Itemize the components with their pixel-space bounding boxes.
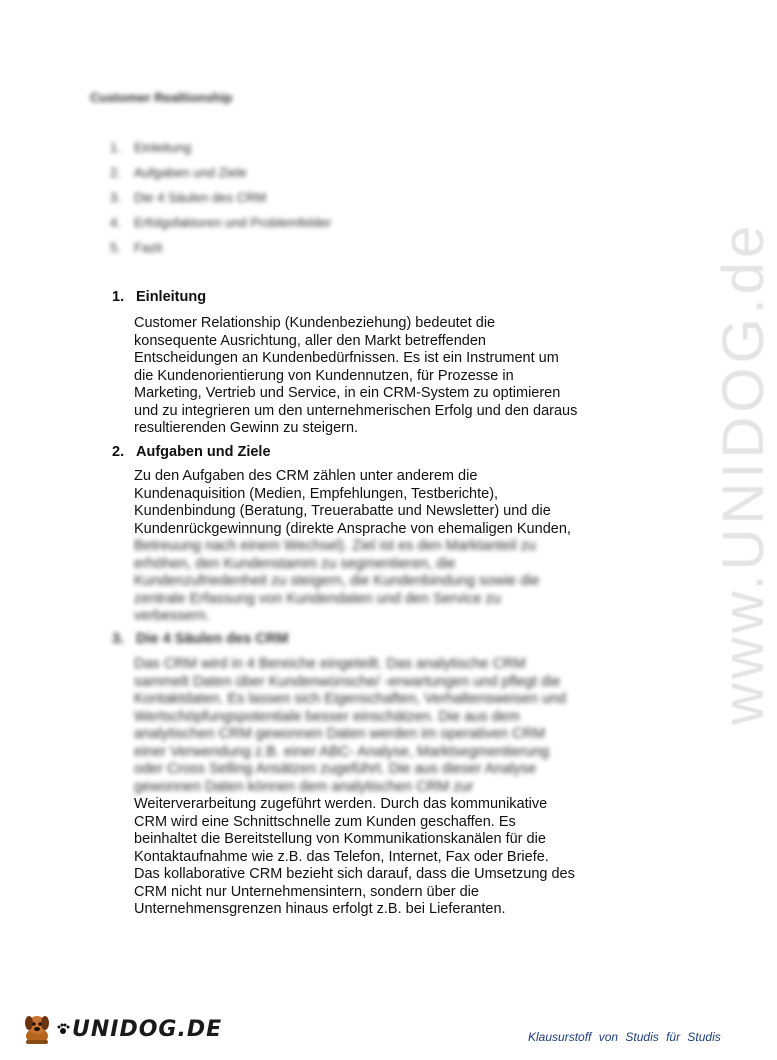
text-line: Entscheidungen an Kundenbedürfnissen. Es ist ein Instrument um xyxy=(134,350,559,366)
footer-slogan: Klausurstoff von Studis für Studis xyxy=(528,1030,721,1044)
text-line: einer Verwendung z.B. einer ABC- Analyse, Marktsegmentierung xyxy=(134,743,550,760)
text-line: Wertschöpfungspotentiale besser einschätzen. Die aus dem xyxy=(134,708,520,725)
text-line: und zu integrieren um den unternehmerischen Erfolg und den daraus xyxy=(134,402,578,419)
text-line: Betreuung nach einem Wechsel). Ziel ist es den Marktanteil zu xyxy=(134,538,536,554)
section-heading-einleitung: 1. Einleitung xyxy=(112,289,207,305)
text-line: die Kundenorientierung von Kundennutzen, für Prozesse in xyxy=(134,367,514,384)
text-line: verbessern. xyxy=(134,608,210,624)
text-line: Kontaktdaten. Es lassen sich Eigenschaften, Verhaltensweisen und xyxy=(134,691,567,707)
toc-item: 5. Fazit xyxy=(110,240,163,255)
section-heading-saeulen: 3. Die 4 Säulen des CRM xyxy=(112,631,289,647)
text-line: zentrale Erfassung von Kundendaten und den Service zu xyxy=(134,590,501,607)
paw-icon xyxy=(56,1022,70,1036)
text-line: Unternehmensgrenzen hinaus erfolgt z.B. bei Lieferanten. xyxy=(134,901,506,917)
text-line: resultierenden Gewinn zu steigern. xyxy=(134,420,359,436)
text-line: CRM nicht nur Unternehmensintern, sondern über die xyxy=(134,883,479,900)
text-line: Marketing, Vertrieb und Service, in ein CRM-System zu optimieren xyxy=(134,385,561,401)
section-paragraph-einleitung xyxy=(134,315,577,438)
toc-item: 3. Die 4 Säulen des CRM xyxy=(110,190,267,205)
toc-item: 2. Aufgaben und Ziele xyxy=(110,165,247,180)
section-paragraph-saeulen xyxy=(134,796,575,919)
text-line: Weiterverarbeitung zugeführt werden. Durch das kommunikative xyxy=(134,796,548,812)
text-line: CRM wird eine Schnittschnelle zum Kunden geschaffen. Es xyxy=(134,813,516,830)
text-line: oder Cross Selling Ansätzen zugeführt. Die aus dieser Analyse xyxy=(134,761,537,777)
document-title: Customer Realtionship xyxy=(90,90,233,105)
text-line: Kundenrückgewinnung (direkte Ansprache von ehemaligen Kunden, xyxy=(134,520,571,537)
text-line: Zu den Aufgaben des CRM zählen unter anderem die xyxy=(134,468,478,484)
section-heading-aufgaben: 2. Aufgaben und Ziele xyxy=(112,444,271,460)
text-line: Das kollaborative CRM bezieht sich darauf, dass die Umsetzung des xyxy=(134,866,575,882)
text-line: Kundenaquisition (Medien, Empfehlungen, Testberichte), xyxy=(134,485,499,502)
text-line: Customer Relationship (Kundenbeziehung) bedeutet die xyxy=(134,315,496,331)
unidog-logo xyxy=(20,1012,222,1046)
text-line: Kontaktaufnahme wie z.B. das Telefon, Internet, Fax oder Briefe. xyxy=(134,848,549,865)
logo-text: UNIDOG.DE xyxy=(72,1016,223,1042)
text-line: gewonnen Daten können dem analytischen CRM zur xyxy=(134,778,474,795)
watermark: www.UNIDOG.de xyxy=(711,221,776,725)
toc-item: 1. Einleitung xyxy=(110,140,192,155)
text-line: konsequente Ausrichtung, aller den Markt betreffenden xyxy=(134,332,486,349)
dog-mascot-icon xyxy=(20,1012,54,1046)
section-paragraph-aufgaben-blurred xyxy=(134,538,540,626)
section-paragraph-aufgaben xyxy=(134,468,571,538)
text-line: Das CRM wird in 4 Bereiche eingeteilt. Das analytische CRM xyxy=(134,656,526,672)
text-line: analytischen CRM gewonnen Daten werden im operativen CRM xyxy=(134,726,546,742)
toc-item: 4. Erfolgsfaktoren und Problemfelder xyxy=(110,215,332,230)
text-line: Kundenzufriedenheit zu steigern, die Kundenbindung sowie die xyxy=(134,573,540,589)
text-line: erhöhen, den Kundenstamm zu segmentieren, die xyxy=(134,555,456,572)
text-line: Kundenbindung (Beratung, Treuerabatte und Newsletter) und die xyxy=(134,503,551,519)
table-of-contents xyxy=(110,138,331,263)
section-paragraph-saeulen-blurred xyxy=(134,656,566,796)
text-line: beinhaltet die Bereitstellung von Kommunikationskanälen für die xyxy=(134,831,546,847)
text-line: sammelt Daten über Kundenwünsche/ -erwartungen und pflegt die xyxy=(134,673,561,690)
